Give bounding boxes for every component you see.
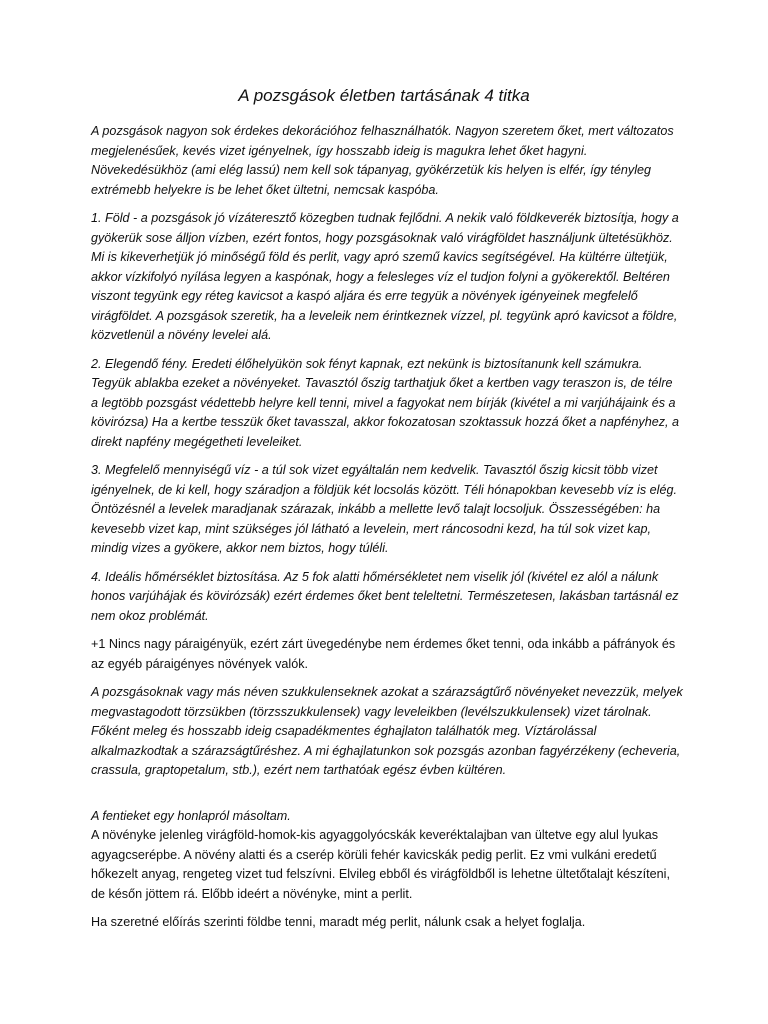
- document-body: [91, 122, 683, 942]
- spacer: [91, 790, 683, 807]
- note-heading: A fentieket egy honlapról másoltam.: [91, 808, 291, 823]
- document-title: A pozsgások életben tartásának 4 titka: [238, 86, 530, 105]
- tip-light-paragraph: 2. Elegendő fény. Eredeti élőhelyükön sok fényt kapnak, ezt nekünk is biztosítanunk kell számukra. Tegyük ablakba ezeket a növényeket. Tavasztól őszig tarthatjuk őket a kertben vagy teraszon is, de télre a legtöbb pozsgást védettebb helyre kell tenni, mivel a fagyokat nem bírják (kivétel a mi varjúhájaink és a kövirózsa) Ha a kertbe tesszük őket tavasszal, akkor fokozatosan szoktassuk hozzá őket a napfényhez, a direkt napfény megégetheti leveleiket.: [91, 356, 680, 449]
- note-paragraph: A növényke jelenleg virágföld-homok-kis agyaggolyócskák keveréktalajban van ültetve egy alul lyukas agyagcserépbe. A növény alatti és a cserép körüli fehér kavicskák pedig perlit. Ez vmi vulkáni eredetű hőkezelt anyag, rengeteg vizet tud felszívni. Elvileg ebből és virágföldből is lehetne ültetőtalajt készíteni, de későn jöttem rá. Előbb ideért a növényke, mint a perlit.: [91, 828, 670, 901]
- intro-paragraph: A pozsgások nagyon sok érdekes dekorációhoz felhasználhatók. Nagyon szeretem őket, mert változatos megjelenésűek, kevés vizet igényelnek, így hosszabb ideig is magukra lehet őket hagyni. Növekedésükhöz (ami elég lassú) nem kell sok tápanyag, gyökérzetük kis helyen is elfér, így tényleg extrémebb helyekre is be lehet őket ültetni, nemcsak kaspóba.: [91, 124, 674, 197]
- tip-soil-paragraph: 1. Föld - a pozsgások jó vízáteresztő közegben tudnak fejlődni. A nekik való földkeverék biztosítja, hogy a gyökerük sose álljon vízben, ezért fontos, hogy pozsgásoknak való virágföldet használjunk ültetésükhöz. Mi is kikeverhetjük jó minőségű föld és perlit, vagy apró szemű kavics segítségével. Ha kültérre ültetjük, akkor vízkifolyó nyílása legyen a kaspónak, hogy a felesleges víz el tudjon folyni a gyökerektől. Beltéren viszont tegyünk egy réteg kavicsot a kaspó aljára és erre tegyük a növények igényeinek megfelelő virágföldet. A pozsgások szeretik, ha a leveleik nem érintkeznek vízzel, pl. tegyünk apró kavicsot a földre, közvetlenül a növény levelei alá.: [91, 211, 679, 342]
- tip-temperature-paragraph: 4. Ideális hőmérséklet biztosítása. Az 5 fok alatti hőmérsékletet nem viselik jól (kivétel ez alól a nálunk honos varjúhájak és kövirózsák) ezért érdemes őket bent teleltetni. Természetesen, lakásban tartásnál ez nem okoz problémát.: [91, 569, 679, 623]
- tip-water-paragraph: 3. Megfelelő mennyiségű víz - a túl sok vizet egyáltalán nem kedvelik. Tavasztól őszig kicsit több vizet igényelnek, de ki kell, hogy száradjon a földjük két locsolás között. Téli hónapokban kevesebb víz is elég. Öntözésnél a levelek maradjanak szárazak, inkább a mellette levő talajt locsoljuk. Összességében: ha kevesebb vizet kap, mint szükséges jól látható a levelein, mert ráncosodni kezd, ha túl sok vizet kap, mindig vizes a gyökere, akkor nem biztos, hogy túléli.: [91, 463, 677, 555]
- bonus-tip-paragraph: +1 Nincs nagy páraigényük, ezért zárt üvegedénybe nem érdemes őket tenni, oda inkább a páfrányok és az egyéb páraigényes növények valók.: [91, 637, 676, 671]
- succulent-definition-paragraph: A pozsgásoknak vagy más néven szukkulenseknek azokat a szárazságtűrő növényeket nevezzük, melyek megvastagodott törzsükben (törzsszukkulensek) vagy leveleikben (levélszukkulensek) vizet tárolnak. Főként meleg és hosszabb ideig csapadékmentes éghajlaton találhatók meg. Víztárolással alkalmazkodtak a szárazságtűréshez. A mi éghajlatunkon sok pozsgás azonban fagyérzékeny (echeveria, crassula, graptopetalum, stb.), ezért nem tarthatóak egész évben kültéren.: [91, 685, 683, 777]
- final-paragraph: Ha szeretné előírás szerinti földbe tenni, maradt még perlit, nálunk csak a helyet foglalja.: [91, 915, 586, 929]
